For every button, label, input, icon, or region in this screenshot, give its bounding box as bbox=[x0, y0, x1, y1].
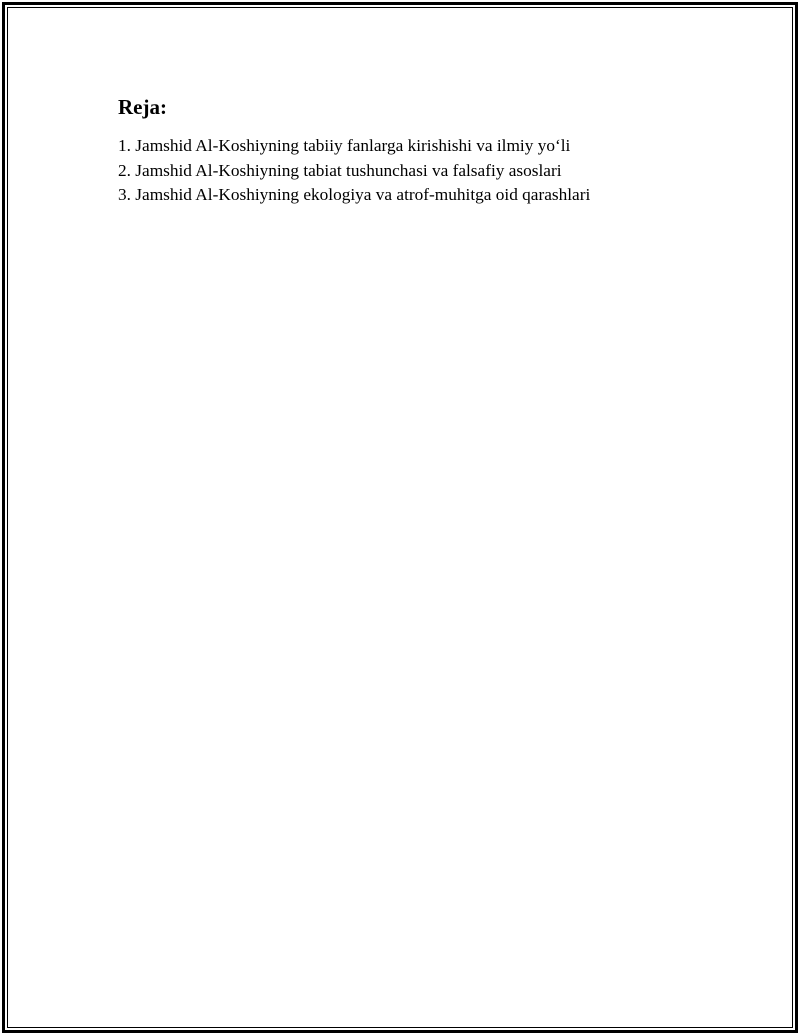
plan-item bbox=[118, 183, 718, 208]
plan-item-text: Jamshid Al-Koshiyning tabiat tushunchasi va falsafiy asoslari bbox=[135, 160, 562, 180]
plan-list bbox=[118, 134, 718, 208]
plan-item-number: 1. bbox=[118, 136, 131, 155]
plan-item-text: Jamshid Al-Koshiyning tabiiy fanlarga kirishishi va ilmiy yo‘li bbox=[135, 136, 571, 155]
document-content bbox=[118, 94, 718, 208]
plan-item-text: Jamshid Al-Koshiyning ekologiya va atrof-muhitga oid qarashlari bbox=[135, 185, 591, 204]
plan-item-number: 2. bbox=[118, 160, 131, 180]
plan-item bbox=[118, 134, 718, 159]
plan-item-number: 3. bbox=[118, 185, 131, 204]
plan-heading: Reja: bbox=[118, 95, 167, 119]
plan-item bbox=[118, 159, 718, 184]
